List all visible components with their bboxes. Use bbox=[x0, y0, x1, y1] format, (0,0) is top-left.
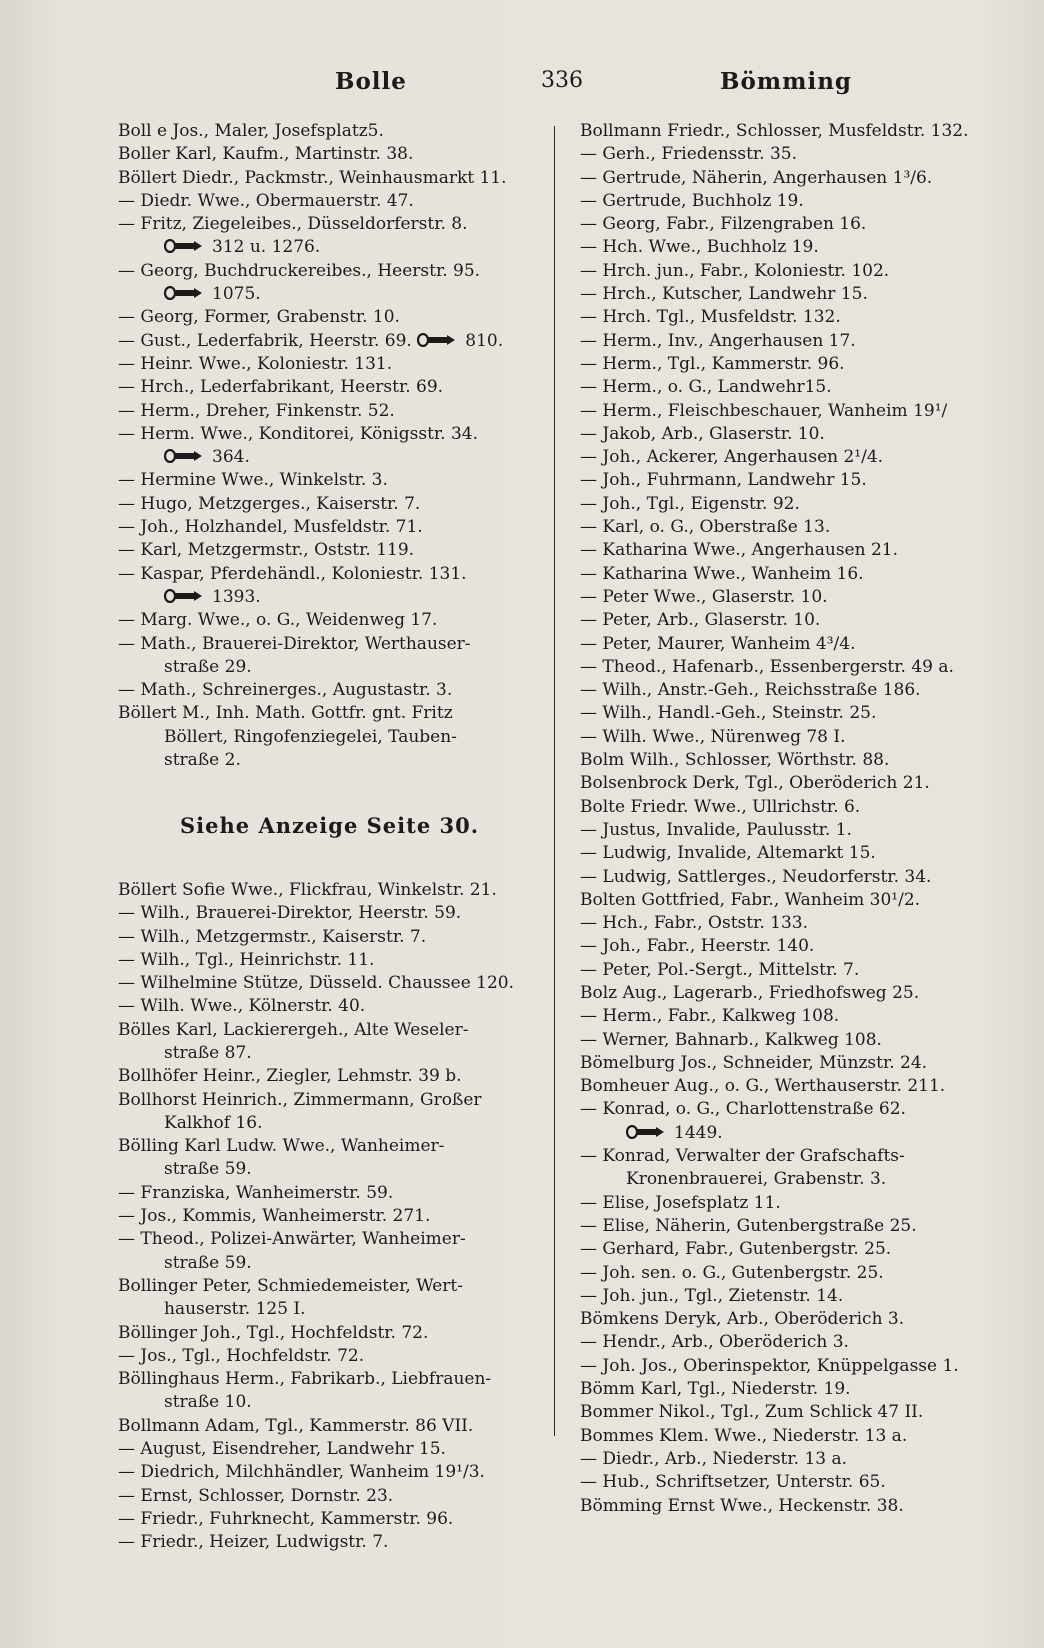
telephone-icon bbox=[164, 449, 204, 463]
right-entry-line bbox=[580, 1238, 1020, 1261]
entry-text: — Katharina Wwe., Angerhausen 21. bbox=[580, 540, 899, 561]
phone-number: 810. bbox=[465, 330, 504, 351]
entry-text: — Hendr., Arb., Oberöderich 3. bbox=[580, 1332, 849, 1353]
entry-text: — Fritz, Ziegeleibes., Düsseldorferstr. 8. bbox=[118, 214, 468, 235]
entry-text: — Gerh., Friedensstr. 35. bbox=[580, 144, 798, 165]
entry-text: straße 87. bbox=[164, 1042, 252, 1063]
entry-text: — Joh. sen. o. G., Gutenbergstr. 25. bbox=[580, 1262, 884, 1283]
left-entry-line bbox=[118, 1182, 548, 1205]
entry-text: — Diedrich, Milchhändler, Wanheim 19¹/3. bbox=[118, 1462, 485, 1483]
entry-text: — Wilh., Anstr.-Geh., Reichsstraße 186. bbox=[580, 680, 921, 701]
entry-text: — Hrch., Lederfabrikant, Heerstr. 69. bbox=[118, 377, 444, 398]
right-entry-line bbox=[580, 1331, 1020, 1354]
left-entry-line bbox=[118, 1485, 548, 1508]
left-entry-line bbox=[118, 236, 548, 259]
right-entry-line bbox=[580, 493, 1020, 516]
entry-text: hauserstr. 125 I. bbox=[164, 1299, 306, 1320]
left-entry-line bbox=[118, 1415, 548, 1438]
left-entry-line bbox=[118, 376, 548, 399]
telephone-icon bbox=[164, 286, 204, 300]
left-entry-line bbox=[118, 1275, 548, 1298]
entry-text: Bommer Nikol., Tgl., Zum Schlick 47 II. bbox=[580, 1402, 924, 1423]
left-entry-line bbox=[118, 1135, 548, 1158]
right-entry-line bbox=[580, 702, 1020, 725]
entry-text: — Kaspar, Pferdehändl., Koloniestr. 131. bbox=[118, 563, 467, 584]
right-entry-line bbox=[580, 236, 1020, 259]
entry-text: — Heinr. Wwe., Koloniestr. 131. bbox=[118, 353, 393, 374]
right-entry-line bbox=[580, 1448, 1020, 1471]
right-entry-line bbox=[580, 1285, 1020, 1308]
right-entry-line bbox=[580, 1122, 1020, 1145]
entry-text: straße 59. bbox=[164, 1252, 252, 1273]
entry-text: Boll e Jos., Maler, Josefsplatz5. bbox=[118, 121, 384, 141]
entry-text: Bomheuer Aug., o. G., Werthauserstr. 211. bbox=[580, 1076, 946, 1097]
entry-text: — Joh., Fuhrmann, Landwehr 15. bbox=[580, 470, 867, 491]
entry-text: Kronenbrauerei, Grabenstr. 3. bbox=[626, 1169, 887, 1190]
right-entry-line bbox=[580, 1075, 1020, 1098]
entry-text: — Wilh., Handl.-Geh., Steinstr. 25. bbox=[580, 703, 877, 724]
entry-text: — Friedr., Fuhrknecht, Kammerstr. 96. bbox=[118, 1508, 454, 1529]
entry-text: Bolten Gottfried, Fabr., Wanheim 30¹/2. bbox=[580, 889, 921, 910]
advertisement-notice: Siehe Anzeige Seite 30. bbox=[180, 812, 480, 838]
entry-text: 312 u. 1276. bbox=[212, 237, 321, 258]
entry-text: — Herm., Dreher, Finkenstr. 52. bbox=[118, 400, 395, 421]
entry-text: Bollhöfer Heinr., Ziegler, Lehmstr. 39 b. bbox=[118, 1066, 462, 1087]
right-entry-line bbox=[580, 1425, 1020, 1448]
right-entry-line bbox=[580, 400, 1020, 423]
entry-text: — Gertrude, Näherin, Angerhausen 1³/6. bbox=[580, 167, 933, 188]
entry-text: — Konrad, o. G., Charlottenstraße 62. bbox=[580, 1099, 906, 1120]
right-entry-line bbox=[580, 982, 1020, 1005]
left-entry-line bbox=[118, 1508, 548, 1531]
right-entry-line bbox=[580, 353, 1020, 376]
left-entry-line bbox=[118, 167, 548, 190]
entry-text: Bölling Karl Ludw. Wwe., Wanheimer- bbox=[118, 1136, 445, 1157]
entry-text: — Elise, Josefsplatz 11. bbox=[580, 1192, 781, 1213]
entry-text: — Karl, Metzgermstr., Oststr. 119. bbox=[118, 540, 415, 561]
right-entry-line bbox=[580, 1005, 1020, 1028]
left-entry-line bbox=[118, 972, 548, 995]
entry-text: — Ludwig, Sattlerges., Neudorferstr. 34. bbox=[580, 866, 932, 887]
telephone-icon bbox=[164, 589, 204, 603]
telephone-icon bbox=[417, 333, 457, 347]
entry-text: — Wilh., Metzgermstr., Kaiserstr. 7. bbox=[118, 926, 427, 947]
right-entry-line bbox=[580, 1355, 1020, 1378]
right-entry-line bbox=[580, 1168, 1020, 1191]
left-entry-line bbox=[118, 1298, 548, 1321]
right-entry-line bbox=[580, 376, 1020, 399]
right-entry-line bbox=[580, 633, 1020, 656]
entry-text: — Marg. Wwe., o. G., Weidenweg 17. bbox=[118, 610, 438, 631]
left-entry-line bbox=[118, 1228, 548, 1251]
entry-text: — Wilh. Wwe., Nürenweg 78 I. bbox=[580, 726, 846, 747]
entry-text: — Theod., Hafenarb., Essenbergerstr. 49 a. bbox=[580, 656, 954, 677]
right-entry-line bbox=[580, 726, 1020, 749]
left-entry-line bbox=[118, 283, 548, 306]
entry-text: — Ernst, Schlosser, Dornstr. 23. bbox=[118, 1485, 394, 1506]
entry-text: Bömelburg Jos., Schneider, Münzstr. 24. bbox=[580, 1052, 928, 1073]
right-entry-line bbox=[580, 516, 1020, 539]
right-entry-line bbox=[580, 283, 1020, 306]
right-column bbox=[580, 120, 1020, 1518]
entry-text: — Joh., Ackerer, Angerhausen 2¹/4. bbox=[580, 447, 884, 468]
entry-text: Bolm Wilh., Schlosser, Wörthstr. 88. bbox=[580, 750, 890, 771]
header-right-keyword: Bömming bbox=[720, 68, 852, 95]
entry-text: — Jakob, Arb., Glaserstr. 10. bbox=[580, 423, 825, 444]
left-entry-line bbox=[118, 260, 548, 283]
left-entry-line bbox=[118, 1158, 548, 1181]
left-entry-line bbox=[118, 609, 548, 632]
entry-text: — Hrch., Kutscher, Landwehr 15. bbox=[580, 284, 868, 305]
left-entry-line bbox=[118, 423, 548, 446]
left-entry-line bbox=[118, 926, 548, 949]
entry-text: Böllert, Ringofenziegelei, Tauben- bbox=[164, 726, 457, 747]
entry-text: — Ludwig, Invalide, Altemarkt 15. bbox=[580, 843, 876, 864]
entry-text: — Georg, Fabr., Filzengraben 16. bbox=[580, 214, 867, 235]
entry-text: — Hrch. jun., Fabr., Koloniestr. 102. bbox=[580, 260, 890, 281]
entry-text: 1449. bbox=[674, 1122, 723, 1143]
left-entry-line bbox=[118, 1112, 548, 1135]
left-entry-line bbox=[118, 679, 548, 702]
right-entry-line bbox=[580, 656, 1020, 679]
left-entry-line bbox=[118, 1531, 548, 1554]
left-entry-line bbox=[118, 1089, 548, 1112]
left-entry-line bbox=[118, 1345, 548, 1368]
entry-text: — Georg, Former, Grabenstr. 10. bbox=[118, 307, 400, 328]
entry-text: — Herm., Fabr., Kalkweg 108. bbox=[580, 1006, 840, 1027]
entry-text: — Theod., Polizei-Anwärter, Wanheimer- bbox=[118, 1229, 466, 1250]
entry-text: Bollmann Adam, Tgl., Kammerstr. 86 VII. bbox=[118, 1415, 474, 1436]
entry-text: Bollinger Peter, Schmiedemeister, Wert- bbox=[118, 1275, 463, 1296]
entry-text: — Hch. Wwe., Buchholz 19. bbox=[580, 237, 819, 258]
right-entry-line bbox=[580, 1471, 1020, 1494]
page-number: 336 bbox=[541, 68, 583, 93]
entry-text: — Joh., Fabr., Heerstr. 140. bbox=[580, 936, 815, 957]
left-entry-line bbox=[118, 902, 548, 925]
entry-text: — Joh., Holzhandel, Musfeldstr. 71. bbox=[118, 517, 423, 538]
entry-text: — Gerhard, Fabr., Gutenbergstr. 25. bbox=[580, 1239, 892, 1260]
right-entry-line bbox=[580, 1029, 1020, 1052]
entry-text: — Herm., o. G., Landwehr15. bbox=[580, 377, 832, 398]
entry-text: — Hub., Schriftsetzer, Unterstr. 65. bbox=[580, 1472, 886, 1493]
entry-text: — Wilh., Tgl., Heinrichstr. 11. bbox=[118, 949, 375, 970]
entry-text: 364. bbox=[212, 447, 250, 468]
right-entry-line bbox=[580, 563, 1020, 586]
entry-text: — Peter, Maurer, Wanheim 4³/4. bbox=[580, 633, 856, 654]
entry-text: straße 2. bbox=[164, 750, 241, 771]
entry-text: — Joh. Jos., Oberinspektor, Knüppelgasse 1. bbox=[580, 1355, 959, 1376]
right-entry-line bbox=[580, 819, 1020, 842]
right-entry-line bbox=[580, 912, 1020, 935]
right-entry-line bbox=[580, 1401, 1020, 1424]
left-entry-line bbox=[118, 120, 548, 143]
telephone-icon bbox=[164, 239, 204, 253]
right-entry-line bbox=[580, 539, 1020, 562]
entry-text: — Werner, Bahnarb., Kalkweg 108. bbox=[580, 1029, 882, 1050]
entry-text: — Diedr., Arb., Niederstr. 13 a. bbox=[580, 1448, 848, 1469]
entry-text: Bommes Klem. Wwe., Niederstr. 13 a. bbox=[580, 1425, 908, 1446]
right-entry-line bbox=[580, 679, 1020, 702]
entry-text: — Joh., Tgl., Eigenstr. 92. bbox=[580, 493, 800, 514]
entry-text: Bölles Karl, Lackierergeh., Alte Weseler- bbox=[118, 1019, 469, 1040]
entry-text: straße 59. bbox=[164, 1159, 252, 1180]
left-entry-line bbox=[118, 1042, 548, 1065]
entry-text: — Elise, Näherin, Gutenbergstraße 25. bbox=[580, 1215, 917, 1236]
right-entry-line bbox=[580, 423, 1020, 446]
entry-text: Kalkhof 16. bbox=[164, 1112, 263, 1133]
entry-text: Bollhorst Heinrich., Zimmermann, Großer bbox=[118, 1089, 482, 1110]
left-entry-line bbox=[118, 213, 548, 236]
left-entry-line bbox=[118, 469, 548, 492]
left-entry-line bbox=[118, 1368, 548, 1391]
left-entry-line bbox=[118, 656, 548, 679]
right-entry-line bbox=[580, 842, 1020, 865]
left-entry-line bbox=[118, 1019, 548, 1042]
entry-text: — Wilh. Wwe., Kölnerstr. 40. bbox=[118, 996, 366, 1017]
entry-text: — Math., Schreinerges., Augustastr. 3. bbox=[118, 680, 453, 701]
left-entry-line bbox=[118, 879, 548, 902]
left-entry-line bbox=[118, 516, 548, 539]
left-entry-line bbox=[118, 1461, 548, 1484]
right-entry-line bbox=[580, 260, 1020, 283]
entry-text: — Wilhelmine Stütze, Düsseld. Chaussee 120. bbox=[118, 973, 515, 994]
entry-text: Bömm Karl, Tgl., Niederstr. 19. bbox=[580, 1379, 851, 1400]
left-entry-line bbox=[118, 1205, 548, 1228]
right-entry-line bbox=[580, 772, 1020, 795]
right-entry-line bbox=[580, 749, 1020, 772]
entry-text: Bömkens Deryk, Arb., Oberöderich 3. bbox=[580, 1309, 905, 1330]
left-entry-line bbox=[118, 726, 548, 749]
right-entry-line bbox=[580, 1192, 1020, 1215]
entry-text: 1393. bbox=[212, 586, 261, 607]
left-entry-line bbox=[118, 446, 548, 469]
entry-text: — Hugo, Metzgerges., Kaiserstr. 7. bbox=[118, 493, 421, 514]
left-entry-line bbox=[118, 702, 548, 725]
entry-text: — Herm., Fleischbeschauer, Wanheim 19¹/ bbox=[580, 400, 948, 421]
left-entry-line bbox=[118, 633, 548, 656]
left-entry-line bbox=[118, 586, 548, 609]
right-entry-line bbox=[580, 586, 1020, 609]
entry-text: — Hch., Fabr., Oststr. 133. bbox=[580, 913, 809, 934]
left-entry-line bbox=[118, 1322, 548, 1345]
column-divider bbox=[554, 126, 555, 1436]
right-entry-line bbox=[580, 330, 1020, 353]
left-entry-line bbox=[118, 1391, 548, 1414]
entry-text: — Hermine Wwe., Winkelstr. 3. bbox=[118, 470, 388, 491]
entry-text: — Herm., Inv., Angerhausen 17. bbox=[580, 330, 856, 351]
left-entry-line bbox=[118, 190, 548, 213]
entry-text: Bolte Friedr. Wwe., Ullrichstr. 6. bbox=[580, 796, 861, 817]
entry-text: — Justus, Invalide, Paulusstr. 1. bbox=[580, 819, 852, 840]
entry-text: Böllert M., Inh. Math. Gottfr. gnt. Fritz bbox=[118, 703, 453, 724]
entry-text: Boller Karl, Kaufm., Martinstr. 38. bbox=[118, 144, 414, 165]
left-spacer bbox=[118, 856, 548, 879]
entry-text: straße 29. bbox=[164, 656, 252, 677]
left-entry-line bbox=[118, 143, 548, 166]
left-entry-line bbox=[118, 493, 548, 516]
entry-text: — Peter Wwe., Glaserstr. 10. bbox=[580, 586, 828, 607]
entry-text: Böllinger Joh., Tgl., Hochfeldstr. 72. bbox=[118, 1322, 429, 1343]
right-entry-line bbox=[580, 866, 1020, 889]
right-entry-line bbox=[580, 1378, 1020, 1401]
right-entry-line bbox=[580, 213, 1020, 236]
right-entry-line bbox=[580, 1145, 1020, 1168]
entry-text: — Konrad, Verwalter der Grafschafts- bbox=[580, 1146, 905, 1167]
right-entry-line bbox=[580, 1098, 1020, 1121]
entry-text: — Karl, o. G., Oberstraße 13. bbox=[580, 517, 831, 538]
right-entry-line bbox=[580, 1262, 1020, 1285]
entry-text: straße 10. bbox=[164, 1392, 252, 1413]
left-entry-line bbox=[118, 563, 548, 586]
right-entry-line bbox=[580, 1052, 1020, 1075]
entry-text: — Gust., Lederfabrik, Heerstr. 69. bbox=[118, 330, 412, 351]
entry-text: — Wilh., Brauerei-Direktor, Heerstr. 59. bbox=[118, 903, 462, 924]
right-entry-line bbox=[580, 1495, 1020, 1518]
entry-text: — Diedr. Wwe., Obermauerstr. 47. bbox=[118, 190, 414, 211]
left-entry-line bbox=[118, 306, 548, 329]
right-entry-line bbox=[580, 796, 1020, 819]
entry-text: — Gertrude, Buchholz 19. bbox=[580, 190, 804, 211]
left-entry-line bbox=[118, 1252, 548, 1275]
entry-text: Böllert Sofie Wwe., Flickfrau, Winkelstr. 21. bbox=[118, 879, 497, 900]
right-entry-line bbox=[580, 143, 1020, 166]
left-entry-line bbox=[118, 995, 548, 1018]
right-entry-line bbox=[580, 469, 1020, 492]
entry-text: — Franziska, Wanheimerstr. 59. bbox=[118, 1182, 394, 1203]
right-entry-line bbox=[580, 889, 1020, 912]
entry-text: — Georg, Buchdruckereibes., Heerstr. 95. bbox=[118, 260, 481, 281]
left-column bbox=[118, 120, 548, 1555]
right-entry-line bbox=[580, 609, 1020, 632]
telephone-icon bbox=[626, 1125, 666, 1139]
left-entry-line bbox=[118, 1065, 548, 1088]
entry-text: — Herm. Wwe., Konditorei, Königsstr. 34. bbox=[118, 423, 479, 444]
entry-text: 1075. bbox=[212, 284, 261, 305]
entry-text: Böllert Diedr., Packmstr., Weinhausmarkt 11. bbox=[118, 167, 507, 188]
left-entry-line bbox=[118, 330, 548, 353]
entry-text: — Katharina Wwe., Wanheim 16. bbox=[580, 563, 864, 584]
entry-text: Bömming Ernst Wwe., Heckenstr. 38. bbox=[580, 1495, 904, 1516]
left-spacer bbox=[118, 772, 548, 795]
left-entry-line bbox=[118, 539, 548, 562]
entry-text: — Math., Brauerei-Direktor, Werthauser- bbox=[118, 633, 471, 654]
right-entry-line bbox=[580, 120, 1020, 143]
page-header bbox=[105, 68, 852, 102]
entry-text: Bollmann Friedr., Schlosser, Musfeldstr. 132. bbox=[580, 121, 969, 141]
entry-text: Böllinghaus Herm., Fabrikarb., Liebfrauen- bbox=[118, 1369, 492, 1390]
right-entry-line bbox=[580, 935, 1020, 958]
left-entry-line bbox=[118, 353, 548, 376]
entry-text: — Joh. jun., Tgl., Zietenstr. 14. bbox=[580, 1285, 844, 1306]
right-entry-line bbox=[580, 306, 1020, 329]
entry-text: — Jos., Tgl., Hochfeldstr. 72. bbox=[118, 1345, 365, 1366]
entry-text: — Friedr., Heizer, Ludwigstr. 7. bbox=[118, 1532, 389, 1553]
entry-text: Bolz Aug., Lagerarb., Friedhofsweg 25. bbox=[580, 982, 920, 1003]
left-entry-line bbox=[118, 400, 548, 423]
right-entry-line bbox=[580, 959, 1020, 982]
entry-text: — Peter, Pol.-Sergt., Mittelstr. 7. bbox=[580, 959, 860, 980]
right-entry-line bbox=[580, 1308, 1020, 1331]
right-entry-line bbox=[580, 446, 1020, 469]
entry-text: — Herm., Tgl., Kammerstr. 96. bbox=[580, 353, 845, 374]
right-entry-line bbox=[580, 167, 1020, 190]
entry-text: — Peter, Arb., Glaserstr. 10. bbox=[580, 610, 821, 631]
left-entry-line bbox=[118, 949, 548, 972]
right-entry-line bbox=[580, 1215, 1020, 1238]
entry-text: — Jos., Kommis, Wanheimerstr. 271. bbox=[118, 1206, 431, 1227]
right-entry-line bbox=[580, 190, 1020, 213]
entry-text: — Hrch. Tgl., Musfeldstr. 132. bbox=[580, 307, 841, 328]
left-entry-line bbox=[118, 1438, 548, 1461]
left-entry-line bbox=[118, 749, 548, 772]
entry-text: Bolsenbrock Derk, Tgl., Oberöderich 21. bbox=[580, 773, 930, 794]
header-left-keyword: Bolle bbox=[335, 68, 407, 95]
entry-text: — August, Eisendreher, Landwehr 15. bbox=[118, 1439, 446, 1460]
